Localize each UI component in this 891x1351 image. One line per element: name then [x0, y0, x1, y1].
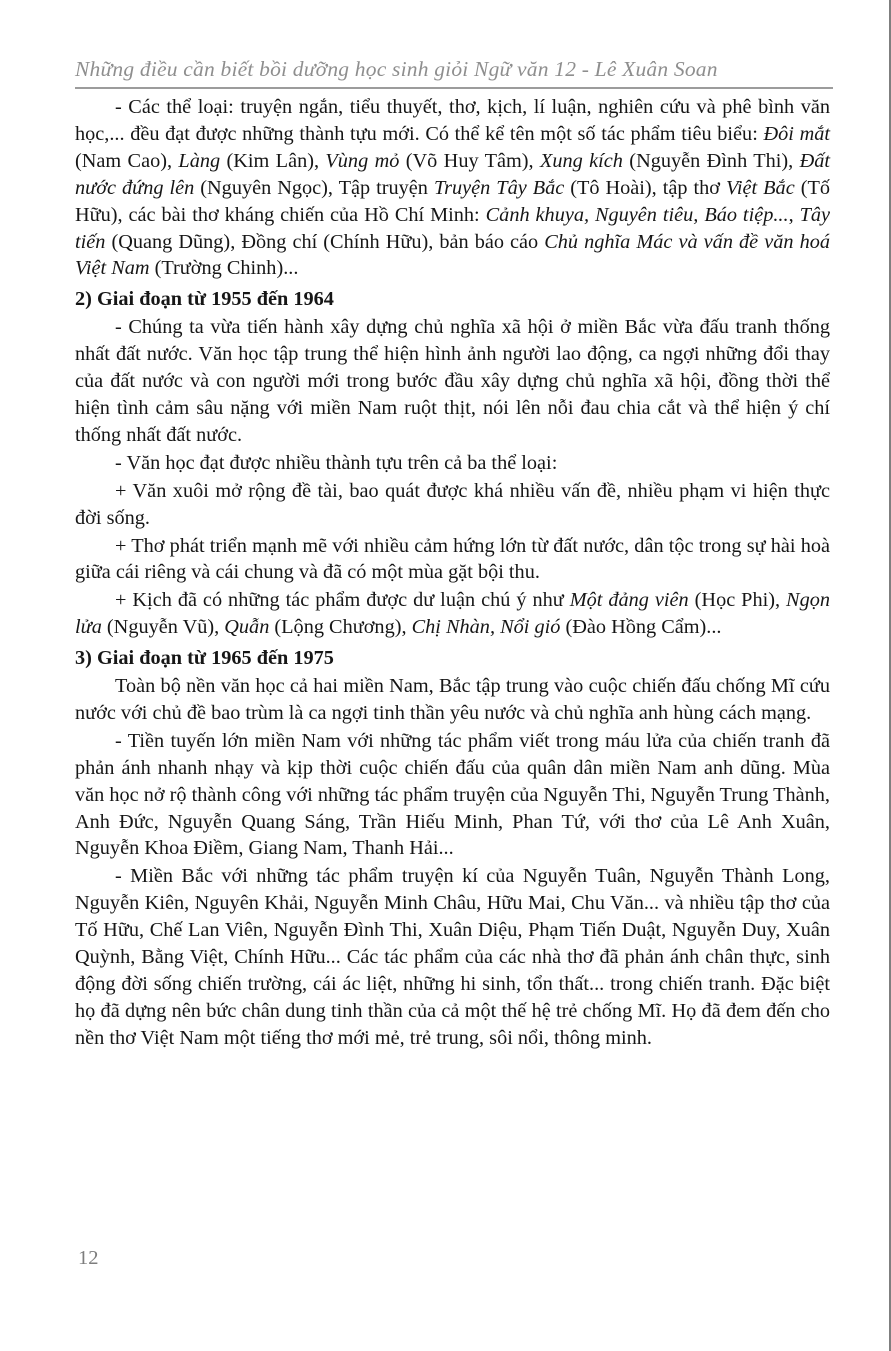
text-run: (Trường Chinh)... [149, 257, 299, 280]
text-run: - Tiền tuyến lớn miền Nam với những tác phẩm viết trong máu lửa của chiến tranh đã phản ánh nhanh nhạy và kịp thời cuộc chiến đấu của quân dân miền Nam anh dũng. Mùa văn học nở rộ thành công với những tác phẩm truyện của Nguyễn Thi, Nguyễn Trung Thành, Anh Đức, Nguyễn Quang Sáng, Trần Hiếu Minh, Phan Tứ, với thơ của Lê Anh Xuân, Nguyễn Khoa Điềm, Giang Nam, Thanh Hải... [75, 729, 830, 860]
work-title-italic: Tây tiến [75, 203, 830, 253]
paragraph [75, 94, 830, 282]
paragraph [75, 863, 830, 1051]
work-title-italic: Vùng mỏ [325, 149, 400, 172]
paragraph [75, 450, 830, 477]
work-title-italic: Đôi mắt [763, 122, 830, 145]
text-run: 3) Giai đoạn từ 1965 đến 1975 [75, 647, 334, 670]
work-title-italic: Xung kích [539, 149, 623, 172]
work-title-italic: Truyện Tây Bắc [433, 176, 565, 199]
paragraph [75, 728, 830, 863]
text-run: + Văn xuôi mở rộng đề tài, bao quát được khá nhiều vấn đề, nhiều phạm vi hiện thực đời sống. [75, 479, 830, 529]
text-run: (Quang Dũng), Đồng chí (Chính Hữu), bản báo cáo [105, 230, 545, 253]
work-title-italic: Làng [178, 149, 221, 172]
text-run: (Học Phi), [688, 589, 787, 612]
paragraph [75, 314, 830, 449]
running-header-title: Những điều cần biết bồi dưỡng học sinh giỏi Ngữ văn 12 - Lê Xuân Soan [75, 57, 718, 81]
work-title-italic: Cảnh khuya, Nguyên tiêu, Báo tiệp... [485, 203, 789, 226]
section-heading [75, 645, 830, 672]
text-run: (Kim Lân), [220, 149, 326, 172]
text-run: (Tô Hoài), tập thơ [564, 176, 727, 199]
text-run: (Nguyễn Vũ), [101, 616, 225, 639]
work-title-italic: Quẫn [224, 616, 270, 639]
text-run: (Tố Hữu), các bài thơ kháng chiến của Hồ Chí Minh: [75, 176, 830, 226]
work-title-italic: Một đảng viên [569, 589, 689, 612]
text-run: 2) Giai đoạn từ 1955 đến 1964 [75, 288, 334, 311]
text-run: - Văn học đạt được nhiều thành tựu trên cả ba thể loại: [115, 451, 558, 474]
paragraph [75, 673, 830, 727]
page-body-text [75, 93, 830, 1052]
text-run: (Nguyên Ngọc), Tập truyện [194, 176, 434, 199]
text-run: (Lộng Chương), [269, 616, 412, 639]
work-title-italic: Đất nước đứng lên [75, 149, 830, 199]
text-run: - Chúng ta vừa tiến hành xây dựng chủ nghĩa xã hội ở miền Bắc vừa đấu tranh thống nhất đất nước. Văn học tập trung thể hiện hình ảnh người lao động, ca ngợi những đổi thay của đất nước và con người mới trong bước đầu xây dựng chủ nghĩa xã hội, đồng thời thể hiện tình cảm sâu nặng với miền Nam ruột thịt, nói lên nỗi đau chia cắt và thể hiện ý chí thống nhất đất nước. [75, 316, 830, 446]
running-header [75, 56, 833, 89]
work-title-italic: Chị Nhàn, Nổi gió [411, 616, 561, 639]
paragraph [75, 533, 830, 587]
work-title-italic: Ngọn lửa [75, 589, 830, 639]
text-run: + Kịch đã có những tác phẩm được dư luận chú ý như [115, 589, 570, 612]
work-title-italic: Chủ nghĩa Mác và vấn đề văn hoá Việt Nam [75, 230, 830, 280]
text-run: (Nam Cao), [75, 149, 179, 172]
text-run: + Thơ phát triển mạnh mẽ với nhiều cảm hứng lớn từ đất nước, dân tộc trong sự hài hoà giữa cái riêng và cái chung và đã có một mùa gặt bội thu. [75, 534, 830, 584]
text-run: (Võ Huy Tâm), [399, 149, 540, 172]
text-run: (Nguyễn Đình Thi), [622, 149, 800, 172]
text-run: - Các thể loại: truyện ngắn, tiểu thuyết, thơ, kịch, lí luận, nghiên cứu và phê bình văn học,... đều đạt được những thành tựu mới. Có thể kể tên một số tác phẩm tiêu biểu: [75, 96, 830, 145]
section-heading [75, 286, 830, 313]
paragraph [75, 478, 830, 532]
text-run: (Đào Hồng Cẩm)... [560, 616, 722, 639]
text-run: , [788, 203, 800, 226]
text-run: Toàn bộ nền văn học cả hai miền Nam, Bắc tập trung vào cuộc chiến đấu chống Mĩ cứu nước với chủ đề bao trùm là ca ngợi tinh thần yêu nước và chủ nghĩa anh hùng cách mạng. [75, 675, 830, 724]
paragraph [75, 587, 830, 641]
text-run: - Miền Bắc với những tác phẩm truyện kí của Nguyễn Tuân, Nguyễn Thành Long, Nguyễn Kiên, Nguyên Khải, Nguyễn Minh Châu, Hữu Mai, Chu Văn... và nhiều tập thơ của Tố Hữu, Chế Lan Viên, Nguyễn Đình Thi, Xuân Diệu, Phạm Tiến Duật, Nguyễn Duy, Xuân Quỳnh, Bằng Việt, Chính Hữu... Các tác phẩm của các nhà thơ đã phản ánh chân thực, sinh động đời sống chiến trường, cái ác liệt, những hi sinh, tổn thất... trong chiến tranh. Đặc biệt họ đã dựng nên bức chân dung tinh thần của cả một thế hệ trẻ chống Mĩ. Họ đã đem đến cho nền thơ Việt Nam một tiếng thơ mới mẻ, trẻ trung, sôi nổi, thông minh. [75, 865, 830, 1049]
work-title-italic: Việt Bắc [726, 176, 795, 199]
page-number: 12 [78, 1247, 99, 1269]
